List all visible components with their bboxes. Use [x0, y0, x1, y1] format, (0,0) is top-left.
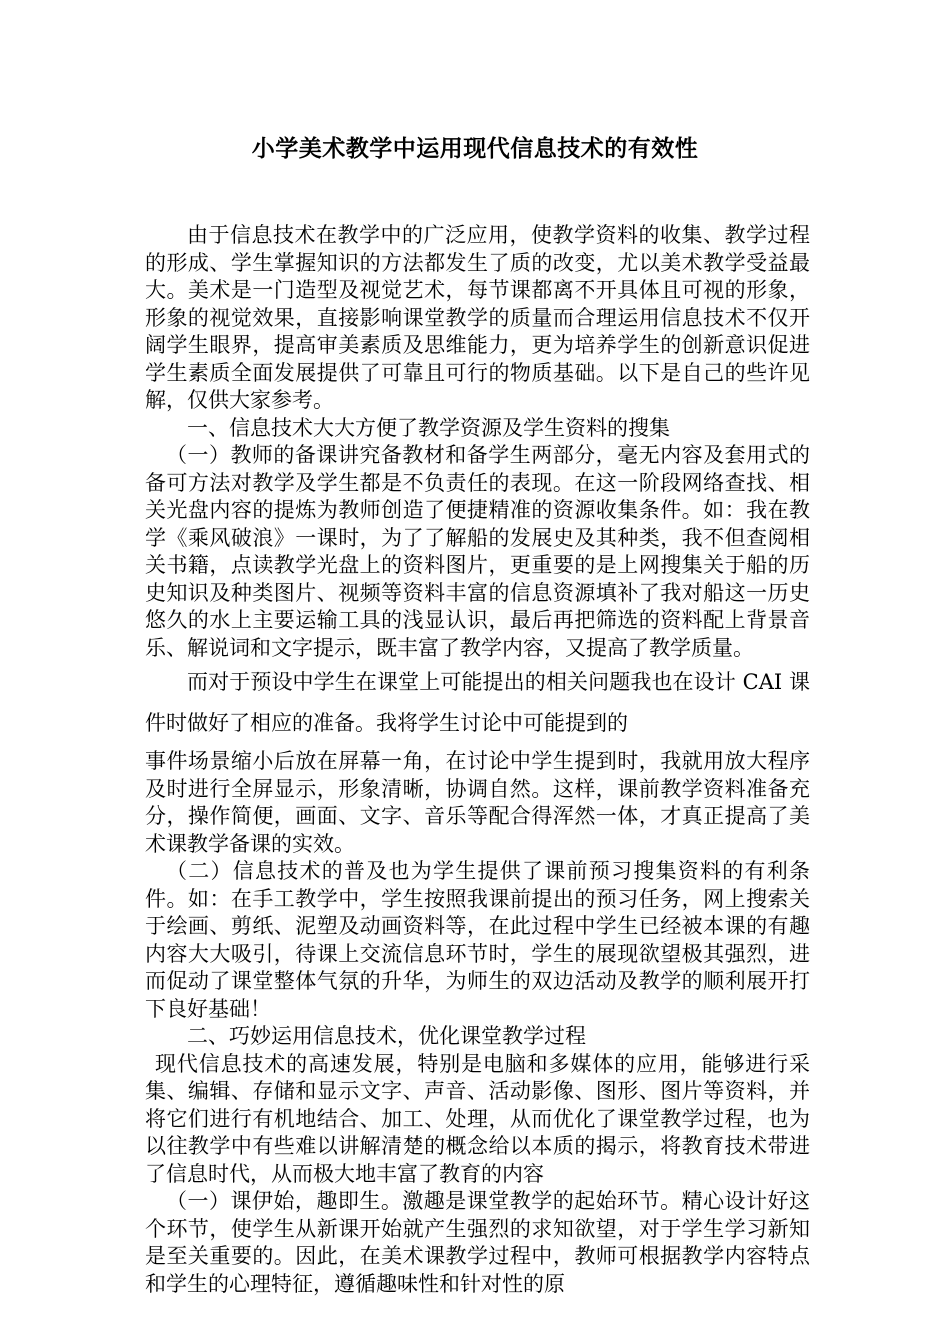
paragraph-cai: 而对于预设中学生在课堂上可能提出的相关问题我也在设计 CAI 课件时做好了相应的准备。我将学生讨论中可能提到的 [145, 670, 810, 735]
paragraph-2-1: （一）课伊始，趣即生。激趣是课堂教学的起始环节。精心设计好这个环节，使学生从新课开始就产生强烈的求知欲望，对于学生学习新知是至关重要的。因此，在美术课教学过程中，教师可根据教学内容特点和学生的心理特征，遵循趣味性和针对性的原 [145, 1189, 810, 1296]
section-heading-2: 二、巧妙运用信息技术，优化课堂教学过程 [187, 1024, 586, 1048]
paragraph-1-1: （一）教师的备课讲究备教材和备学生两部分，毫无内容及套用式的备可方法对教学及学生都是不负责任的表现。在这一阶段网络查找、相关光盘内容的提炼为教师创造了便捷精准的资源收集条件。如：我在教学《乘风破浪》一课时，为了了解船的发展史及其种类，我不但查阅相关书籍，点读教学光盘上的资料图片，更重要的是上网搜集关于船的历史知识及种类图片、视频等资料丰富的信息资源填补了我对船这一历史悠久的水上主要运输工具的浅显认识，最后再把筛选的资料配上背景音乐、解说词和文字提示，既丰富了教学内容，又提高了教学质量。 [145, 443, 810, 660]
paragraph-cai-continued: 事件场景缩小后放在屏幕一角，在讨论中学生提到时，我就用放大程序及时进行全屏显示，形象清晰，协调自然。这样，课前教学资料准备充分，操作简便，画面、文字、音乐等配合得浑然一体，才真正提高了美术课教学备课的实效。 [145, 749, 810, 856]
paragraph-intro: 由于信息技术在教学中的广泛应用，使教学资料的收集、教学过程的形成、学生掌握知识的方法都发生了质的改变，尤以美术教学受益最大。美术是一门造型及视觉艺术，每节课都离不开具体且可视的形象，形象的视觉效果，直接影响课堂教学的质量而合理运用信息技术不仅开阔学生眼界，提高审美素质及思维能力，更为培养学生的创新意识促进学生素质全面发展提供了可靠且可行的物质基础。以下是自己的些许见解，仅供大家参考。 [145, 223, 810, 412]
document-body [145, 222, 810, 1298]
paragraph-2-intro: 现代信息技术的高速发展，特别是电脑和多媒体的应用，能够进行采集、编辑、存储和显示文字、声音、活动影像、图形、图片等资料，并将它们进行有机地结合、加工、处理，从而优化了课堂教学过程，也为以往教学中有些难以讲解清楚的概念给以本质的揭示，将教育技术带进了信息时代，从而极大地丰富了教育的内容 [145, 1051, 810, 1186]
document-title: 小学美术教学中运用现代信息技术的有效性 [251, 135, 699, 162]
paragraph-1-2: （二）信息技术的普及也为学生提供了课前预习搜集资料的有利条件。如：在手工教学中，学生按照我课前提出的预习任务，网上搜索关于绘画、剪纸、泥塑及动画资料等，在此过程中学生已经被本课的有趣内容大大吸引，待课上交流信息环节时，学生的展现欲望极其强烈，进而促动了课堂整体气氛的升华，为师生的双边活动及教学的顺利展开打下良好基础！ [145, 859, 810, 1021]
section-heading-1: 一、信息技术大大方便了教学资源及学生资料的搜集 [187, 415, 670, 440]
